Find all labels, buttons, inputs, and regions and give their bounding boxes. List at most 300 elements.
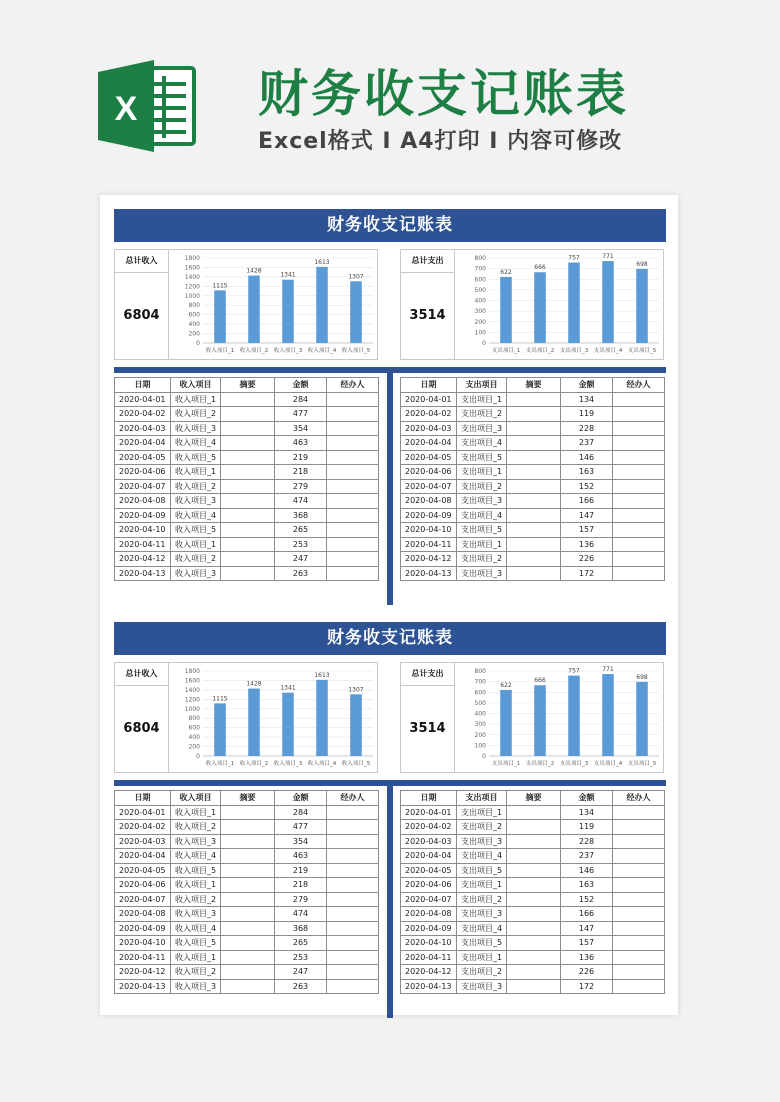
cell-handler[interactable]	[327, 820, 379, 835]
cell-date[interactable]: 2020-04-11	[115, 537, 171, 552]
cell-amount[interactable]: 463	[275, 436, 327, 451]
cell-item[interactable]: 支出项目_1	[457, 805, 507, 820]
cell-handler[interactable]	[613, 407, 665, 422]
cell-summary[interactable]	[221, 465, 275, 480]
cell-summary[interactable]	[507, 566, 561, 581]
cell-handler[interactable]	[613, 921, 665, 936]
cell-handler[interactable]	[613, 805, 665, 820]
cell-amount[interactable]: 463	[275, 849, 327, 864]
cell-summary[interactable]	[507, 950, 561, 965]
cell-amount[interactable]: 218	[275, 465, 327, 480]
table-row	[401, 849, 665, 864]
cell-date[interactable]: 2020-04-02	[401, 820, 457, 835]
cell-amount[interactable]: 134	[561, 805, 613, 820]
cell-amount[interactable]: 253	[275, 950, 327, 965]
cell-handler[interactable]	[327, 523, 379, 538]
cell-summary[interactable]	[221, 805, 275, 820]
cell-item[interactable]: 支出项目_5	[457, 863, 507, 878]
expense-bar-chart	[455, 250, 663, 359]
cell-amount[interactable]: 265	[275, 936, 327, 951]
cell-item[interactable]: 收入项目_5	[171, 936, 221, 951]
expense-kpi	[401, 250, 455, 359]
cell-handler[interactable]	[327, 849, 379, 864]
cell-item[interactable]: 收入项目_1	[171, 465, 221, 480]
cell-date[interactable]: 2020-04-03	[401, 421, 457, 436]
cell-date[interactable]: 2020-04-04	[401, 849, 457, 864]
cell-handler[interactable]	[613, 892, 665, 907]
cell-amount[interactable]: 119	[561, 820, 613, 835]
cell-amount[interactable]: 157	[561, 936, 613, 951]
cell-summary[interactable]	[507, 479, 561, 494]
data-label: 1613	[314, 671, 330, 679]
document-paper	[100, 195, 678, 1015]
cell-date[interactable]: 2020-04-07	[115, 479, 171, 494]
cell-date[interactable]: 2020-04-06	[115, 878, 171, 893]
cell-amount[interactable]: 279	[275, 892, 327, 907]
cell-date[interactable]: 2020-04-07	[401, 892, 457, 907]
cell-date[interactable]: 2020-04-12	[115, 965, 171, 980]
cell-summary[interactable]	[221, 950, 275, 965]
cell-date[interactable]: 2020-04-05	[115, 450, 171, 465]
cell-date[interactable]: 2020-04-02	[115, 407, 171, 422]
cell-date[interactable]: 2020-04-12	[401, 965, 457, 980]
cell-handler[interactable]	[327, 979, 379, 994]
cell-amount[interactable]: 152	[561, 479, 613, 494]
column-header-handler: 经办人	[613, 791, 665, 806]
cell-item[interactable]: 收入项目_1	[171, 878, 221, 893]
cell-summary[interactable]	[507, 407, 561, 422]
cell-summary[interactable]	[221, 494, 275, 509]
cell-amount[interactable]: 368	[275, 508, 327, 523]
cell-amount[interactable]: 166	[561, 494, 613, 509]
cell-amount[interactable]: 263	[275, 566, 327, 581]
cell-summary[interactable]	[507, 436, 561, 451]
cell-handler[interactable]	[327, 863, 379, 878]
cell-date[interactable]: 2020-04-10	[401, 523, 457, 538]
x-tick-label: 收入项目_5	[341, 348, 371, 354]
cell-date[interactable]: 2020-04-04	[401, 436, 457, 451]
cell-handler[interactable]	[327, 566, 379, 581]
cell-handler[interactable]	[613, 834, 665, 849]
cell-summary[interactable]	[221, 892, 275, 907]
cell-handler[interactable]	[613, 508, 665, 523]
cell-amount[interactable]: 247	[275, 552, 327, 567]
table-row	[115, 392, 379, 407]
cell-handler[interactable]	[327, 436, 379, 451]
cell-date[interactable]: 2020-04-09	[401, 508, 457, 523]
bar	[282, 280, 294, 343]
cell-item[interactable]: 收入项目_2	[171, 552, 221, 567]
cell-handler[interactable]	[613, 849, 665, 864]
cell-date[interactable]: 2020-04-06	[401, 878, 457, 893]
table-row	[115, 820, 379, 835]
cell-date[interactable]: 2020-04-05	[401, 450, 457, 465]
y-tick-label: 500	[474, 286, 486, 294]
column-header-date: 日期	[401, 378, 457, 393]
cell-date[interactable]: 2020-04-06	[401, 465, 457, 480]
cell-item[interactable]: 支出项目_3	[457, 907, 507, 922]
cell-amount[interactable]: 226	[561, 552, 613, 567]
cell-amount[interactable]: 354	[275, 834, 327, 849]
cell-item[interactable]: 支出项目_3	[457, 494, 507, 509]
cell-summary[interactable]	[221, 878, 275, 893]
cell-handler[interactable]	[327, 936, 379, 951]
cell-handler[interactable]	[327, 805, 379, 820]
cell-summary[interactable]	[221, 537, 275, 552]
cell-item[interactable]: 收入项目_5	[171, 523, 221, 538]
x-tick-label: 支出项目_4	[593, 761, 623, 767]
cell-handler[interactable]	[327, 392, 379, 407]
cell-summary[interactable]	[507, 849, 561, 864]
cell-item[interactable]: 收入项目_4	[171, 508, 221, 523]
cell-item[interactable]: 收入项目_2	[171, 820, 221, 835]
cell-summary[interactable]	[221, 921, 275, 936]
cell-summary[interactable]	[507, 450, 561, 465]
cell-summary[interactable]	[507, 936, 561, 951]
table-row	[115, 552, 379, 567]
cell-item[interactable]: 支出项目_4	[457, 921, 507, 936]
cell-amount[interactable]: 219	[275, 450, 327, 465]
cell-date[interactable]: 2020-04-13	[115, 979, 171, 994]
cell-summary[interactable]	[507, 979, 561, 994]
cell-amount[interactable]: 147	[561, 508, 613, 523]
table-row	[115, 936, 379, 951]
cell-date[interactable]: 2020-04-03	[115, 421, 171, 436]
cell-amount[interactable]: 166	[561, 907, 613, 922]
cell-summary[interactable]	[507, 392, 561, 407]
cell-summary[interactable]	[507, 892, 561, 907]
cell-amount[interactable]: 136	[561, 537, 613, 552]
cell-amount[interactable]: 228	[561, 834, 613, 849]
cell-item[interactable]: 支出项目_4	[457, 508, 507, 523]
cell-item[interactable]: 支出项目_2	[457, 407, 507, 422]
cell-item[interactable]: 收入项目_4	[171, 436, 221, 451]
cell-handler[interactable]	[613, 436, 665, 451]
cell-item[interactable]: 支出项目_3	[457, 421, 507, 436]
cell-date[interactable]: 2020-04-01	[115, 805, 171, 820]
cell-item[interactable]: 收入项目_2	[171, 407, 221, 422]
cell-amount[interactable]: 146	[561, 863, 613, 878]
cell-handler[interactable]	[613, 494, 665, 509]
y-tick-label: 0	[196, 753, 200, 760]
cell-date[interactable]: 2020-04-11	[401, 537, 457, 552]
cell-amount[interactable]: 152	[561, 892, 613, 907]
cell-amount[interactable]: 134	[561, 392, 613, 407]
cell-summary[interactable]	[507, 508, 561, 523]
cell-date[interactable]: 2020-04-08	[401, 494, 457, 509]
cell-item[interactable]: 收入项目_3	[171, 907, 221, 922]
cell-date[interactable]: 2020-04-01	[115, 392, 171, 407]
cell-item[interactable]: 支出项目_2	[457, 892, 507, 907]
cell-date[interactable]: 2020-04-11	[401, 950, 457, 965]
cell-date[interactable]: 2020-04-13	[401, 979, 457, 994]
cell-item[interactable]: 支出项目_3	[457, 566, 507, 581]
cell-summary[interactable]	[221, 965, 275, 980]
cell-summary[interactable]	[507, 921, 561, 936]
cell-summary[interactable]	[221, 508, 275, 523]
cell-amount[interactable]: 218	[275, 878, 327, 893]
cell-item[interactable]: 收入项目_2	[171, 892, 221, 907]
cell-item[interactable]: 支出项目_1	[457, 465, 507, 480]
y-tick-label: 1600	[184, 264, 200, 272]
cell-handler[interactable]	[327, 494, 379, 509]
cell-amount[interactable]: 265	[275, 523, 327, 538]
cell-summary[interactable]	[507, 523, 561, 538]
y-tick-label: 1400	[184, 273, 200, 281]
cell-handler[interactable]	[613, 907, 665, 922]
cell-handler[interactable]	[327, 479, 379, 494]
cell-item[interactable]: 收入项目_1	[171, 805, 221, 820]
cell-date[interactable]: 2020-04-03	[115, 834, 171, 849]
cell-summary[interactable]	[221, 421, 275, 436]
cell-item[interactable]: 收入项目_3	[171, 494, 221, 509]
cell-date[interactable]: 2020-04-10	[115, 936, 171, 951]
cell-handler[interactable]	[613, 863, 665, 878]
cell-handler[interactable]	[613, 523, 665, 538]
cell-amount[interactable]: 263	[275, 979, 327, 994]
cell-date[interactable]: 2020-04-05	[115, 863, 171, 878]
cell-amount[interactable]: 237	[561, 849, 613, 864]
cell-item[interactable]: 收入项目_1	[171, 537, 221, 552]
cell-date[interactable]: 2020-04-09	[401, 921, 457, 936]
cell-amount[interactable]: 228	[561, 421, 613, 436]
cell-handler[interactable]	[613, 566, 665, 581]
cell-date[interactable]: 2020-04-02	[401, 407, 457, 422]
cell-summary[interactable]	[507, 820, 561, 835]
table-row	[401, 907, 665, 922]
cell-date[interactable]: 2020-04-03	[401, 834, 457, 849]
x-tick-label: 支出项目_2	[525, 348, 555, 354]
cell-handler[interactable]	[327, 907, 379, 922]
cell-summary[interactable]	[507, 965, 561, 980]
cell-handler[interactable]	[613, 392, 665, 407]
cell-date[interactable]: 2020-04-06	[115, 465, 171, 480]
cell-amount[interactable]: 226	[561, 965, 613, 980]
cell-handler[interactable]	[327, 508, 379, 523]
cell-summary[interactable]	[221, 863, 275, 878]
cell-handler[interactable]	[327, 552, 379, 567]
cell-date[interactable]: 2020-04-02	[115, 820, 171, 835]
cell-item[interactable]: 支出项目_3	[457, 834, 507, 849]
cell-handler[interactable]	[327, 421, 379, 436]
bar	[500, 690, 512, 756]
cell-item[interactable]: 支出项目_4	[457, 849, 507, 864]
cell-summary[interactable]	[507, 907, 561, 922]
cell-date[interactable]: 2020-04-12	[115, 552, 171, 567]
cell-item[interactable]: 支出项目_2	[457, 552, 507, 567]
cell-amount[interactable]: 477	[275, 820, 327, 835]
cell-date[interactable]: 2020-04-13	[401, 566, 457, 581]
cell-handler[interactable]	[327, 450, 379, 465]
cell-date[interactable]: 2020-04-08	[401, 907, 457, 922]
cell-date[interactable]: 2020-04-10	[115, 523, 171, 538]
x-tick-label: 支出项目_5	[627, 348, 657, 354]
cell-date[interactable]: 2020-04-13	[115, 566, 171, 581]
cell-date[interactable]: 2020-04-01	[401, 805, 457, 820]
table-row	[401, 979, 665, 994]
y-tick-label: 400	[188, 321, 200, 329]
cell-item[interactable]: 支出项目_3	[457, 979, 507, 994]
cell-amount[interactable]: 474	[275, 907, 327, 922]
cell-date[interactable]: 2020-04-01	[401, 392, 457, 407]
cell-amount[interactable]: 368	[275, 921, 327, 936]
cell-handler[interactable]	[613, 950, 665, 965]
cell-amount[interactable]: 157	[561, 523, 613, 538]
cell-handler[interactable]	[613, 820, 665, 835]
cell-amount[interactable]: 136	[561, 950, 613, 965]
cell-summary[interactable]	[221, 392, 275, 407]
cell-summary[interactable]	[221, 552, 275, 567]
x-tick-label: 支出项目_3	[559, 761, 589, 767]
expense-table	[400, 790, 665, 994]
cell-amount[interactable]: 163	[561, 465, 613, 480]
cell-item[interactable]: 收入项目_3	[171, 421, 221, 436]
cell-amount[interactable]: 354	[275, 421, 327, 436]
y-tick-label: 300	[474, 308, 486, 316]
cell-handler[interactable]	[613, 537, 665, 552]
cell-summary[interactable]	[221, 436, 275, 451]
income-summary-panel	[114, 662, 378, 773]
cell-summary[interactable]	[221, 523, 275, 538]
cell-item[interactable]: 支出项目_2	[457, 965, 507, 980]
cell-summary[interactable]	[507, 863, 561, 878]
cell-handler[interactable]	[613, 450, 665, 465]
cell-date[interactable]: 2020-04-04	[115, 849, 171, 864]
cell-item[interactable]: 支出项目_1	[457, 537, 507, 552]
cell-date[interactable]: 2020-04-08	[115, 907, 171, 922]
cell-item[interactable]: 收入项目_1	[171, 392, 221, 407]
y-tick-label: 600	[188, 311, 200, 319]
cell-item[interactable]: 收入项目_5	[171, 450, 221, 465]
cell-handler[interactable]	[327, 878, 379, 893]
cell-amount[interactable]: 477	[275, 407, 327, 422]
cell-summary[interactable]	[221, 936, 275, 951]
cell-amount[interactable]: 284	[275, 805, 327, 820]
cell-summary[interactable]	[221, 979, 275, 994]
cell-item[interactable]: 收入项目_3	[171, 834, 221, 849]
cell-handler[interactable]	[613, 421, 665, 436]
cell-item[interactable]: 支出项目_5	[457, 450, 507, 465]
cell-handler[interactable]	[327, 892, 379, 907]
cell-handler[interactable]	[327, 834, 379, 849]
cell-handler[interactable]	[613, 965, 665, 980]
cell-item[interactable]: 收入项目_4	[171, 849, 221, 864]
cell-handler[interactable]	[327, 921, 379, 936]
cell-handler[interactable]	[613, 878, 665, 893]
cell-summary[interactable]	[221, 407, 275, 422]
cell-item[interactable]: 支出项目_2	[457, 820, 507, 835]
cell-date[interactable]: 2020-04-08	[115, 494, 171, 509]
cell-handler[interactable]	[613, 936, 665, 951]
table-row	[115, 849, 379, 864]
cell-handler[interactable]	[613, 479, 665, 494]
cell-item[interactable]: 支出项目_1	[457, 950, 507, 965]
cell-handler[interactable]	[327, 407, 379, 422]
cell-amount[interactable]: 146	[561, 450, 613, 465]
cell-summary[interactable]	[221, 566, 275, 581]
cell-item[interactable]: 支出项目_2	[457, 479, 507, 494]
cell-item[interactable]: 支出项目_1	[457, 392, 507, 407]
cell-amount[interactable]: 147	[561, 921, 613, 936]
cell-summary[interactable]	[507, 421, 561, 436]
cell-handler[interactable]	[613, 979, 665, 994]
cell-item[interactable]: 支出项目_1	[457, 878, 507, 893]
cell-handler[interactable]	[327, 465, 379, 480]
cell-item[interactable]: 收入项目_3	[171, 979, 221, 994]
cell-item[interactable]: 支出项目_5	[457, 523, 507, 538]
cell-amount[interactable]: 474	[275, 494, 327, 509]
cell-item[interactable]: 支出项目_5	[457, 936, 507, 951]
cell-summary[interactable]	[507, 805, 561, 820]
cell-amount[interactable]: 247	[275, 965, 327, 980]
cell-item[interactable]: 收入项目_4	[171, 921, 221, 936]
cell-handler[interactable]	[613, 552, 665, 567]
cell-amount[interactable]: 253	[275, 537, 327, 552]
cell-summary[interactable]	[221, 450, 275, 465]
expense-kpi-label: 总计支出	[401, 663, 454, 686]
cell-item[interactable]: 收入项目_1	[171, 950, 221, 965]
cell-amount[interactable]: 237	[561, 436, 613, 451]
table-row	[401, 921, 665, 936]
cell-handler[interactable]	[327, 537, 379, 552]
cell-summary[interactable]	[507, 834, 561, 849]
cell-summary[interactable]	[221, 907, 275, 922]
x-tick-label: 收入项目_3	[273, 348, 303, 354]
cell-summary[interactable]	[507, 878, 561, 893]
cell-amount[interactable]: 163	[561, 878, 613, 893]
cell-date[interactable]: 2020-04-09	[115, 508, 171, 523]
cell-amount[interactable]: 172	[561, 979, 613, 994]
income-bar-chart	[169, 663, 377, 772]
cell-date[interactable]: 2020-04-07	[401, 479, 457, 494]
cell-date[interactable]: 2020-04-09	[115, 921, 171, 936]
table-row	[401, 936, 665, 951]
cell-amount[interactable]: 279	[275, 479, 327, 494]
cell-summary[interactable]	[507, 494, 561, 509]
cell-date[interactable]: 2020-04-05	[401, 863, 457, 878]
cell-summary[interactable]	[507, 552, 561, 567]
cell-amount[interactable]: 119	[561, 407, 613, 422]
cell-handler[interactable]	[613, 465, 665, 480]
cell-summary[interactable]	[221, 820, 275, 835]
cell-summary[interactable]	[507, 537, 561, 552]
cell-handler[interactable]	[327, 950, 379, 965]
cell-item[interactable]: 收入项目_2	[171, 479, 221, 494]
income-summary-panel	[114, 249, 378, 360]
excel-logo-icon	[98, 60, 198, 152]
cell-date[interactable]: 2020-04-12	[401, 552, 457, 567]
cell-item[interactable]: 支出项目_4	[457, 436, 507, 451]
table-row	[401, 552, 665, 567]
cell-item[interactable]: 收入项目_3	[171, 566, 221, 581]
table-row	[115, 494, 379, 509]
cell-date[interactable]: 2020-04-10	[401, 936, 457, 951]
cell-handler[interactable]	[327, 965, 379, 980]
bar	[282, 693, 294, 756]
cell-amount[interactable]: 284	[275, 392, 327, 407]
cell-item[interactable]: 收入项目_5	[171, 863, 221, 878]
cell-date[interactable]: 2020-04-04	[115, 436, 171, 451]
cell-item[interactable]: 收入项目_2	[171, 965, 221, 980]
cell-summary[interactable]	[221, 834, 275, 849]
cell-summary[interactable]	[221, 479, 275, 494]
cell-amount[interactable]: 219	[275, 863, 327, 878]
cell-amount[interactable]: 172	[561, 566, 613, 581]
cell-summary[interactable]	[221, 849, 275, 864]
cell-date[interactable]: 2020-04-07	[115, 892, 171, 907]
cell-summary[interactable]	[507, 465, 561, 480]
cell-date[interactable]: 2020-04-11	[115, 950, 171, 965]
